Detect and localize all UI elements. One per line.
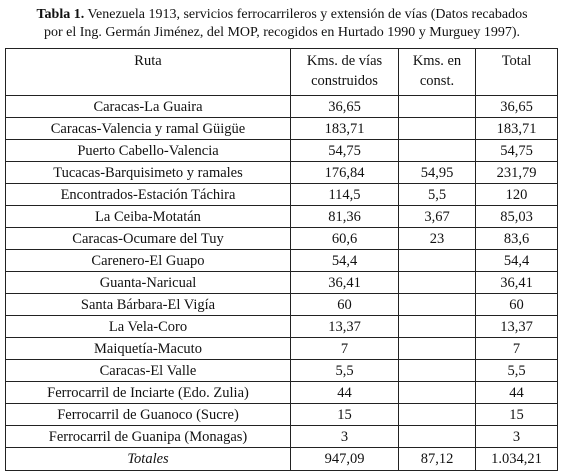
header-total (476, 49, 558, 96)
header-built (291, 49, 399, 96)
cell-total: 15 (476, 404, 558, 426)
cell-route: Puerto Cabello-Valencia (6, 140, 291, 162)
cell-total: 54,75 (476, 140, 558, 162)
table-row (6, 360, 558, 382)
header-built-line2: construidos (311, 73, 378, 89)
cell-total: 36,65 (476, 96, 558, 118)
cell-const (399, 96, 476, 118)
header-row (6, 49, 558, 96)
cell-route: Ferrocarril de Inciarte (Edo. Zulia) (6, 382, 291, 404)
table-row (6, 426, 558, 448)
cell-route: La Ceiba-Motatán (6, 206, 291, 228)
header-route-label: Ruta (134, 53, 162, 69)
cell-built: 60 (291, 294, 399, 316)
cell-const: 3,67 (399, 206, 476, 228)
table-row (6, 382, 558, 404)
cell-built: 60,6 (291, 228, 399, 250)
cell-route: Maiquetía-Macuto (6, 338, 291, 360)
table-row (6, 140, 558, 162)
cell-route: Ferrocarril de Guanoco (Sucre) (6, 404, 291, 426)
totals-const: 87,12 (399, 448, 476, 471)
cell-route: Ferrocarril de Guanipa (Monagas) (6, 426, 291, 448)
cell-total: 44 (476, 382, 558, 404)
cell-const (399, 140, 476, 162)
cell-built: 114,5 (291, 184, 399, 206)
cell-const (399, 272, 476, 294)
cell-built: 3 (291, 426, 399, 448)
cell-built: 15 (291, 404, 399, 426)
table-row (6, 206, 558, 228)
header-built-line1: Kms. de vías (306, 53, 383, 69)
cell-route: Guanta-Naricual (6, 272, 291, 294)
totals-built: 947,09 (291, 448, 399, 471)
cell-total: 60 (476, 294, 558, 316)
header-const-line1: Kms. en (412, 53, 462, 69)
cell-const (399, 316, 476, 338)
caption-label: Tabla 1. (36, 7, 85, 22)
cell-total: 13,37 (476, 316, 558, 338)
cell-route: Santa Bárbara-El Vigía (6, 294, 291, 316)
header-route (6, 49, 291, 96)
table-row (6, 118, 558, 140)
cell-const (399, 250, 476, 272)
cell-built: 36,41 (291, 272, 399, 294)
cell-const (399, 294, 476, 316)
cell-built: 183,71 (291, 118, 399, 140)
cell-const (399, 404, 476, 426)
cell-built: 13,37 (291, 316, 399, 338)
table-row (6, 162, 558, 184)
table-row (6, 294, 558, 316)
table-row (6, 404, 558, 426)
cell-built: 7 (291, 338, 399, 360)
cell-const (399, 360, 476, 382)
header-total-label: Total (501, 53, 532, 69)
cell-built: 54,75 (291, 140, 399, 162)
table-row (6, 184, 558, 206)
cell-total: 85,03 (476, 206, 558, 228)
cell-const (399, 426, 476, 448)
cell-route: Caracas-La Guaira (6, 96, 291, 118)
cell-total: 83,6 (476, 228, 558, 250)
cell-total: 36,41 (476, 272, 558, 294)
table-row (6, 250, 558, 272)
cell-built: 5,5 (291, 360, 399, 382)
table-row (6, 338, 558, 360)
cell-total: 183,71 (476, 118, 558, 140)
caption-text-line2: por el Ing. Germán Jiménez, del MOP, recogidos en Hurtado 1990 y Murguey 1997). (43, 25, 521, 40)
cell-const: 5,5 (399, 184, 476, 206)
cell-const: 23 (399, 228, 476, 250)
header-const-line2: const. (419, 73, 455, 89)
cell-const (399, 382, 476, 404)
cell-const (399, 118, 476, 140)
railway-table (5, 48, 558, 471)
table-row (6, 272, 558, 294)
cell-built: 44 (291, 382, 399, 404)
cell-route: La Vela-Coro (6, 316, 291, 338)
cell-const (399, 338, 476, 360)
totals-label: Totales (6, 448, 291, 471)
cell-total: 120 (476, 184, 558, 206)
cell-total: 3 (476, 426, 558, 448)
totals-total: 1.034,21 (476, 448, 558, 471)
cell-built: 176,84 (291, 162, 399, 184)
cell-total: 7 (476, 338, 558, 360)
cell-total: 231,79 (476, 162, 558, 184)
cell-built: 81,36 (291, 206, 399, 228)
table-row (6, 316, 558, 338)
cell-route: Caracas-Ocumare del Tuy (6, 228, 291, 250)
cell-built: 54,4 (291, 250, 399, 272)
cell-total: 54,4 (476, 250, 558, 272)
caption-text-line1: Venezuela 1913, servicios ferrocarrileros y extensión de vías (Datos recabados (84, 7, 528, 22)
cell-route: Carenero-El Guapo (6, 250, 291, 272)
cell-const: 54,95 (399, 162, 476, 184)
table-row (6, 96, 558, 118)
totals-row (6, 448, 558, 471)
header-const (399, 49, 476, 96)
cell-built: 36,65 (291, 96, 399, 118)
table-caption (4, 6, 560, 42)
cell-route: Encontrados-Estación Táchira (6, 184, 291, 206)
cell-route: Tucacas-Barquisimeto y ramales (6, 162, 291, 184)
cell-route: Caracas-Valencia y ramal Güigüe (6, 118, 291, 140)
cell-total: 5,5 (476, 360, 558, 382)
table-row (6, 228, 558, 250)
cell-route: Caracas-El Valle (6, 360, 291, 382)
